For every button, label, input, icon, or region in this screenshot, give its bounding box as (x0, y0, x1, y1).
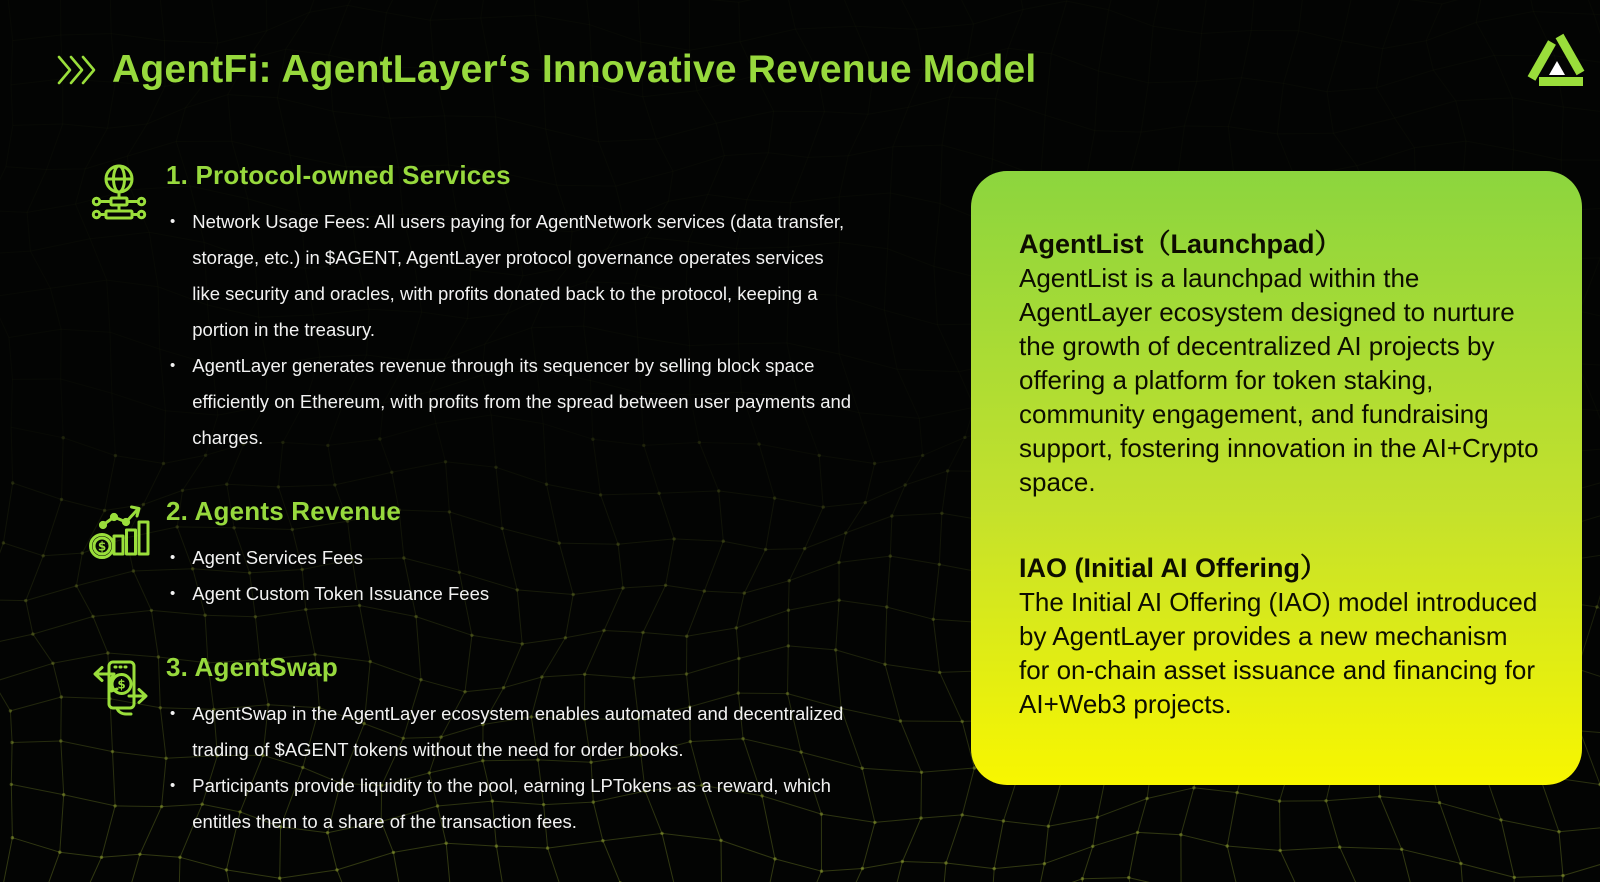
bullet-text: Agent Services Fees (192, 547, 363, 568)
revenue-growth-icon (86, 496, 152, 612)
bullet-list (166, 540, 856, 612)
revenue-sections (86, 160, 896, 880)
page-title: AgentFi: AgentLayer‘s Innovative Revenue Model (112, 48, 1037, 91)
callout-heading: AgentList（Launchpad） (1019, 229, 1342, 259)
bullet-dot: • (170, 549, 176, 566)
bullet-item (166, 576, 856, 612)
bullet-item (166, 768, 856, 840)
bullet-list (166, 696, 856, 840)
agentlist-launchpad-card (1019, 227, 1540, 499)
bullet-item (166, 696, 856, 768)
callout-body: AgentList is a launchpad within the AgentLayer ecosystem designed to nurture the growth of decentralized AI projects by offering a platform for token staking, community engagement, and fundraising support, fostering innovation in the AI+Crypto space. (1019, 263, 1539, 497)
section-agents-revenue (86, 496, 896, 612)
section-protocol-owned-services (86, 160, 896, 456)
bullet-dot: • (170, 705, 176, 722)
section-body (166, 652, 856, 840)
bullet-dot: • (170, 357, 176, 374)
globe-network-icon (86, 160, 152, 456)
callout-body: The Initial AI Offering (IAO) model introduced by AgentLayer provides a new mechanism for on-chain asset issuance and financing for AI+Web3 projects. (1019, 587, 1538, 719)
bullet-text: Participants provide liquidity to the pool, earning LPTokens as a reward, which entitles them to a share of the transaction fees. (192, 775, 831, 832)
iao-card (1019, 551, 1540, 721)
bullet-dot: • (170, 585, 176, 602)
bullet-item (166, 204, 856, 348)
header (56, 48, 1036, 92)
token-swap-icon (86, 652, 152, 840)
bullet-text: AgentLayer generates revenue through its sequencer by selling block space efficiently on Ethereum, with profits from the spread between user payments and charges. (192, 355, 852, 448)
bullet-text: Agent Custom Token Issuance Fees (192, 583, 490, 604)
callout-heading: IAO (Initial AI Offering） (1019, 553, 1327, 583)
bullet-list (166, 204, 856, 456)
section-heading: 2. Agents Revenue (166, 496, 402, 526)
bullet-text: AgentSwap in the AgentLayer ecosystem enables automated and decentralized trading of $AGENT tokens without the need for order books. (192, 703, 844, 760)
triple-chevron-icon (56, 52, 102, 88)
bullet-text: Network Usage Fees: All users paying for AgentNetwork services (data transfer, storage, etc.) in $AGENT, AgentLayer protocol governance operates services like security and oracles, with profits donated back to the protocol, keeping a portion in the treasury. (192, 211, 845, 340)
bullet-dot: • (170, 213, 176, 230)
section-body (166, 160, 856, 456)
section-body (166, 496, 856, 612)
bullet-item (166, 540, 856, 576)
section-agentswap (86, 652, 896, 840)
svg-text:$: $ (97, 539, 107, 554)
bullet-dot: • (170, 777, 176, 794)
section-heading: 3. AgentSwap (166, 652, 338, 682)
section-heading: 1. Protocol-owned Services (166, 160, 511, 190)
bullet-item (166, 348, 856, 456)
agentlayer-logo (1524, 28, 1588, 90)
svg-text:$: $ (117, 677, 126, 692)
callout-card (971, 171, 1582, 785)
